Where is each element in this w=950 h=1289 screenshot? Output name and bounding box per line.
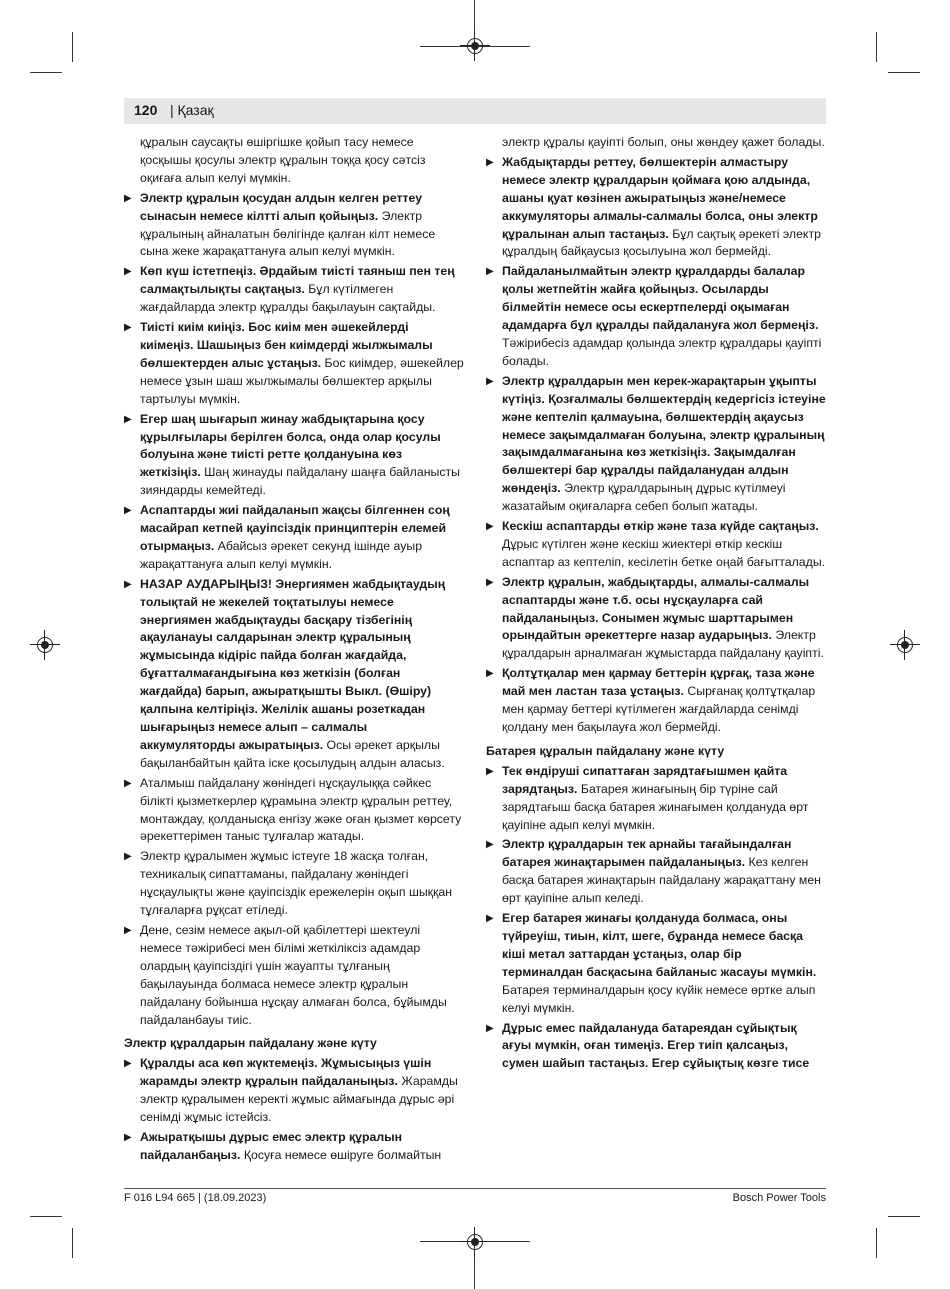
list-item (124, 1055, 464, 1127)
item-text: Электр құралдарын арналмаған жұмыстарда пайдалану қауіпті. (502, 628, 824, 661)
bullet-arrow-icon: ▶ (486, 839, 494, 851)
language-label: | Қазақ (170, 102, 214, 118)
section-title: Электр құралдарын пайдалану және күту (124, 1036, 377, 1051)
footer-divider (124, 1188, 826, 1189)
list-item (124, 502, 464, 574)
crop-mark (30, 1216, 62, 1217)
item-text: Тәжірибесіз адамдар қолында электр құралдары қауіпті болады. (502, 335, 822, 368)
list-item (486, 373, 826, 516)
bullet-arrow-icon: ▶ (486, 765, 494, 777)
list-item (124, 775, 464, 847)
item-text: Бұл сақтық әрекеті электр құралдың байқаусыз қосылуына жол бермейді. (502, 226, 821, 259)
registration-mark-icon (37, 637, 53, 653)
page-number: 120 (134, 102, 158, 118)
list-item (486, 836, 826, 908)
bullet-arrow-icon: ▶ (124, 413, 132, 425)
right-column (486, 134, 826, 1075)
paragraph: құралын саусақты өшіргішке қойып тасу немесе қосқышы қосулы электр құралын тоққа қосу сәтсіз оқиғаға алып келуі мүмкін. (140, 135, 426, 185)
crop-mark (876, 1228, 877, 1258)
item-bold-text: Қолтұтқалар мен қармау беттерін құрғақ, таза және май мен ластан таза ұстаңыз. (502, 666, 815, 699)
list-item (486, 574, 826, 664)
bullet-arrow-icon: ▶ (124, 777, 132, 789)
list-item (486, 763, 826, 835)
item-bold-text: Электр құралын, жабдықтарды, алмалы-салмалы аспаптарды және т.б. осы нұсқауларға сай пайдаланыңыз. Сонымен жұмыс шарттарымен орындайтын әрекеттерге назар аударыңыз. (502, 574, 810, 643)
brand-name: Bosch Power Tools (732, 1192, 826, 1204)
list-item (486, 1020, 826, 1074)
item-bold-text: Тиісті киім киіңіз. Бос киім мен әшекейлерді киімеңіз. Шашыңыз бен киімдерді жылжымалы бөлшектерден алыс ұстаңыз. (140, 320, 433, 370)
list-item (486, 154, 826, 261)
list-item (124, 576, 464, 773)
item-bold-text: Құралды аса көп жүктемеңіз. Жұмысыңыз үшін жарамды электр құралын пайдаланыңыз. (140, 1056, 432, 1089)
item-text: Аталмыш пайдалану жөніндегі нұсқаулыққа сәйкес білікті қызметкерлер құрамына электр құралын реттеу, монтаждау, қолданысқа енгізу жәке оған қызмет көрсету әрекеттерімен таныс тұлғалар жатады. (140, 775, 462, 844)
crop-mark (474, 1257, 475, 1289)
item-bold-text: Көп күш істетпеңіз. Әрдайым тиісті таяныш пен тең салмақтылықты сақтаңыз. (140, 264, 455, 297)
item-bold-text: Пайдаланылмайтын электр құралдарды балалар қолы жетпейтін жайға қойыңыз. Осыларды білмейтін немесе осы ескертпелерді оқымаған адамдарға бұл құралды пайдалануға жол бермеңіз. (502, 264, 819, 333)
item-text: Электр құралдарының дұрыс күтілмеуі жазатайым оқиғаларға себеп болып жатады. (502, 481, 786, 514)
list-item (124, 411, 464, 501)
list-item (124, 190, 464, 262)
crop-mark (72, 1228, 73, 1258)
bullet-arrow-icon: ▶ (124, 1131, 132, 1143)
registration-mark-icon (467, 38, 483, 54)
item-text: Шаң жинауды пайдалану шаңға байланысты зияндарды кемейтеді. (140, 465, 460, 498)
item-text: Батарея жинағының бір түріне сай зарядтағыш басқа батарея жинағымен қолдануда өрт қауіпіне адып келуі мүмкін. (502, 781, 809, 832)
item-text: Абайсыз әрекет секунд ішінде ауыр жарақаттануға алып келуі мүмкін. (140, 538, 423, 571)
list-item (124, 263, 464, 317)
item-text: Батарея терминалдарын қосу күйік немесе өртке алып келуі мүмкін. (502, 982, 816, 1015)
crop-mark (876, 32, 877, 62)
list-item (486, 910, 826, 1017)
bullet-arrow-icon: ▶ (486, 156, 494, 168)
list-item (124, 319, 464, 409)
crop-mark (474, 0, 475, 32)
bullet-arrow-icon: ▶ (124, 505, 132, 517)
bullet-arrow-icon: ▶ (486, 576, 494, 588)
item-bold-text: Жабдықтарды реттеу, бөлшектерін алмастыру немесе электр құралдарын қоймаға қою алдында, ашаны қуат көзінен ажыратыңыз және/немесе аккумуляторы алмалы-салмалы болса, оны электр құралынан алып тастаңыз. (502, 154, 818, 241)
bullet-list (124, 190, 464, 1030)
item-bold-text: Электр құралын қосудан алдын келген реттеу сынасын немесе кілтті алып қойыңыз. (140, 190, 423, 223)
crop-mark (72, 32, 73, 62)
bullet-arrow-icon: ▶ (486, 375, 494, 387)
item-text: Қосуға немесе өшіруге болмайтын (240, 1147, 442, 1162)
item-text: Жарамды электр құралымен керекті жұмыс аймағында дұрыс әрі сенімді жұмыс істейсіз. (140, 1074, 458, 1125)
left-column (124, 134, 464, 1167)
item-bold-text: Егер шаң шығарып жинау жабдықтарына қосу құрылғылары берілген болса, онда олар қосулы болуына және тиісті ретте қолдануына көз жеткізіңіз. (140, 411, 441, 480)
item-text: Электр құралымен жұмыс істеуге 18 жасқа толған, техникалық сипаттаманы, пайдалану жөніндегі нұсқаулықты және қауіпсіздік ережелерін оқып шыққан тұлғаларға рұқсат етіледі. (140, 849, 453, 918)
item-bold-text: Егер батарея жинағы қолдануда болмаса, оны түйреуіш, тиын, кілт, шеге, бұранда немесе басқа кіші метал заттардан ұстаңыз, олар бір терминалдан басқасына байланыс жасауы мүмкін. (502, 911, 817, 979)
bullet-list (124, 1055, 464, 1164)
item-bold-text: Дұрыс емес пайдалануда батареядан сұйықтық ағуы мүмкін, оған тимеңіз. Егер тиіп қалсаңыз, сумен шайып тастаңыз. Егер сұйықтық көзге тисе (502, 1020, 810, 1071)
registration-mark-icon (897, 637, 913, 653)
list-item (124, 922, 464, 1029)
list-item (124, 848, 464, 920)
bullet-arrow-icon: ▶ (124, 1058, 132, 1070)
item-text: Дене, сезім немесе ақыл-ой қабілеттері шектеулі немесе тәжірибесі мен білімі жеткіліксіз адамдар олардың қауіпсіздігі үшін жауапты тұлғаның бақылауында болмаса немесе электр құралын пайдалану бойынша нұсқау алмаған болса, бұйымды пайдаланбауы тиіс. (140, 922, 447, 1027)
item-text: Бос киімдер, әшекейлер немесе ұзын шаш жылжымалы бөлшектер арқылы тартылуы мүмкін. (140, 355, 464, 406)
bullet-arrow-icon: ▶ (124, 266, 132, 278)
paragraph: электр құралы қауіпті болып, оны жөндеу қажет болады. (502, 135, 825, 149)
section-title: Батарея құралын пайдалану және күту (486, 743, 725, 758)
list-item (486, 665, 826, 737)
document-code: F 016 L94 665 | (18.09.2023) (124, 1192, 267, 1204)
bullet-list (486, 763, 826, 1073)
bullet-arrow-icon: ▶ (124, 192, 132, 204)
bullet-arrow-icon: ▶ (486, 521, 494, 533)
item-text: Осы әрекет арқылы бақыланбайтын қайта іске қосылудың алдын аласыз. (140, 737, 445, 770)
item-bold-text: НАЗАР АУДАРЫҢЫЗ! Энергиямен жабдықтаудың толықтай не жекелей тоқтатылуы немесе энергиямен жабдықтауды басқару тізбегінің ақауланауы салдарынан электр құралының жұмысында кідіріс пайда болған жағдайда, бұғатталмағандығына көз жеткізін (болған жағдайда) барып, ажыратқышты Выкл. (Өшіру) қалпына келтіріңіз. Желілік ашаны розеткадан шығарыңыз немесе алып – салмалы аккумуляторды ажыратыңыз. (140, 576, 446, 752)
crop-mark (888, 72, 920, 73)
item-bold-text: Кескіш аспаптарды өткір және таза күйде сақтаңыз. (502, 519, 819, 534)
bullet-arrow-icon: ▶ (124, 851, 132, 863)
item-text: Кез келген басқа батарея жинақтарын пайдалану жарақаттану мен өрт қауіпіне алып келеді. (502, 855, 821, 906)
bullet-arrow-icon: ▶ (486, 668, 494, 680)
crop-mark (30, 72, 62, 73)
item-bold-text: Электр құралдарын мен керек-жарақтарын ұқыпты күтіңіз. Қозғалмалы бөлшектердің кедергісіз істеуіне және кептеліп қалмауына, бөлшектердің ақаусыз немесе зақымдалмаған болуына, электр құралының зақымдалмағанына көз жеткізіңіз. Зақымдалған бөлшектері бар құралды пайдаланудан алдын жөндеңіз. (502, 373, 826, 496)
bullet-list (486, 154, 826, 737)
item-text: Дұрыс күтілген және кескіш жиектері өткір кескіш аспаптар аз кептеліп, кесілетін бетке оңай бағытталады. (502, 536, 826, 569)
item-bold-text: Аспаптарды жиі пайдаланып жақсы білгеннен соң масайрап кетпей қауіпсіздік принциптерін елемей отырмаңыз. (140, 503, 450, 553)
bullet-arrow-icon: ▶ (486, 1022, 494, 1034)
bullet-arrow-icon: ▶ (486, 266, 494, 278)
bullet-arrow-icon: ▶ (124, 322, 132, 334)
item-bold-text: Ажыратқышы дұрыс емес электр құралын пайдаланбаңыз. (140, 1129, 403, 1162)
bullet-arrow-icon: ▶ (486, 913, 494, 925)
item-text: Электр құралының айналатын бөлігінде қалған кілт немесе сына жеке жарақаттануға алып келуі мүмкін. (140, 208, 436, 259)
list-item (124, 1129, 464, 1165)
registration-mark-icon (467, 1234, 483, 1250)
bullet-arrow-icon: ▶ (124, 578, 132, 590)
item-text: Бұл күтілмеген жағдайларда электр құралды бақылауын сақтайды. (140, 282, 436, 315)
page-header (124, 98, 826, 124)
list-item (486, 518, 826, 572)
item-text: Сырғанақ қолтұтқалар мен қармау беттері күтілмеген жағдайларда сенімді қолдану мен бақылауға жол бермейді. (502, 684, 816, 734)
item-bold-text: Электр құралдарын тек арнайы тағайындалған батарея жинақтарымен пайдаланыңыз. (502, 837, 792, 870)
crop-mark (888, 1216, 920, 1217)
bullet-arrow-icon: ▶ (124, 924, 132, 936)
list-item (486, 263, 826, 370)
item-bold-text: Тек өндіруші сипаттаған зарядтағышмен қайта зарядтаңыз. (502, 763, 788, 796)
